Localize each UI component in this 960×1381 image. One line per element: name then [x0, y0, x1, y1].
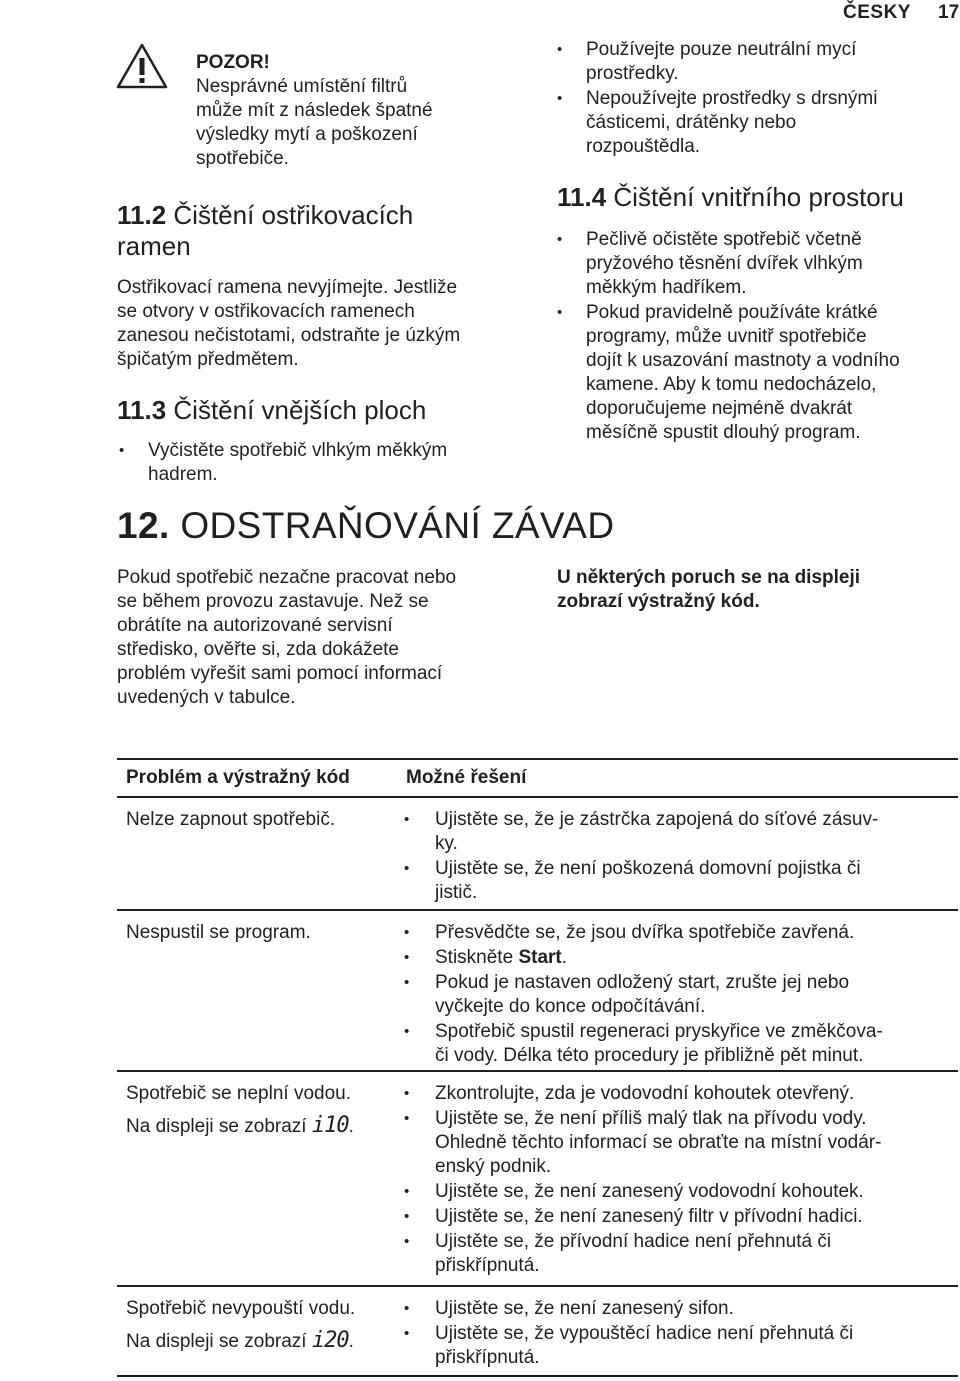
problem-text: Na displeji se zobrazí	[126, 1331, 312, 1352]
solution-line	[435, 946, 954, 970]
solution-item	[404, 1020, 954, 1068]
list-item-line: hadrem.	[148, 464, 218, 485]
warning-line: může mít z následek špatné	[196, 100, 433, 121]
list-item	[557, 301, 952, 445]
solution-line: • Spotřebič spustil regeneraci pryskyřice ve změkčova-	[435, 1021, 883, 1042]
section-number: 11.2	[117, 200, 167, 230]
problem-display-line	[126, 1114, 396, 1139]
paragraph-line: se otvory v ostřikovacích ramenech	[117, 301, 415, 322]
list-item-line: • Pokud pravidelně používáte krátké	[586, 302, 878, 323]
page-number: 17	[938, 2, 960, 23]
warning-triangle-icon	[116, 42, 168, 90]
list-item-line: • Používejte pouze neutrální mycí	[586, 39, 857, 60]
solution-line: • Zkontrolujte, zda je vodovodní kohoutek otevřený.	[435, 1083, 855, 1104]
solution-line: přiskřípnutá.	[435, 1255, 540, 1276]
list-item-line: měsíčně spustit dlouhý program.	[586, 422, 861, 443]
solution-line: Ohledně těchto informací se obraťte na místní vodár-	[435, 1132, 882, 1153]
error-code: i10	[311, 1113, 349, 1138]
solution-line: • Ujistěte se, že vypouštěcí hadice není přehnutá či	[435, 1323, 854, 1344]
paragraph-line: středisko, ověřte si, zda dokážete	[117, 639, 399, 660]
solution-line: • Ujistěte se, že je zástrčka zapojená do síťové zásuv-	[435, 809, 879, 830]
bullet-list-exterior	[119, 439, 539, 488]
solution-line: vyčkejte do konce odpočítávání.	[435, 996, 706, 1017]
note-line: zobrazí výstražný kód.	[557, 591, 760, 612]
solution-item	[404, 971, 954, 1019]
list-item	[119, 439, 539, 487]
list-item-line: doporučujeme nejméně dvakrát	[586, 398, 853, 419]
solution-list	[404, 1082, 954, 1279]
solution-line: • Přesvědčte se, že jsou dvířka spotřebiče zavřená.	[435, 922, 855, 943]
section-heading-11-4	[557, 182, 957, 213]
section-heading-11-2	[117, 200, 497, 262]
solution-line: • Ujistěte se, že není poškozená domovní pojistka či	[435, 858, 861, 879]
section-title: Čištění vnitřního prostoru	[606, 182, 904, 212]
solution-text: .	[561, 947, 568, 968]
language-label: ČESKY	[843, 2, 911, 23]
problem-text: Spotřebič se neplní vodou.	[126, 1083, 351, 1104]
problem-cell	[126, 1297, 396, 1362]
paragraph-line: obrátíte na autorizované servisní	[117, 615, 393, 636]
chapter-number: 12.	[117, 505, 170, 546]
problem-text: Spotřebič nevypouští vodu.	[126, 1298, 356, 1319]
section-title: Čištění vnějších ploch	[166, 395, 427, 425]
list-item-line: pryžového těsnění dvířek vlhkým	[586, 253, 863, 274]
column-header-solution: Možné řešení	[406, 767, 527, 788]
problem-cell	[126, 1082, 396, 1147]
list-item-line: dojít k usazování mastnoty a vodního	[586, 350, 900, 371]
display-code-note	[557, 566, 937, 614]
solution-text: Stiskněte	[435, 947, 519, 968]
problem-text: .	[348, 1331, 354, 1352]
note-line: U některých poruch se na displeji	[557, 567, 861, 588]
paragraph-line: se během provozu zastavuje. Než se	[117, 591, 429, 612]
solution-item	[404, 1322, 954, 1370]
list-item-line: rozpouštědla.	[586, 136, 701, 157]
solution-line: ky.	[435, 833, 458, 854]
chapter-heading-12	[117, 504, 614, 548]
paragraph-line: zanesou nečistotami, odstraňte je úzkým	[117, 325, 461, 346]
solution-line: • Ujistěte se, že není zanesený sifon.	[435, 1298, 734, 1319]
solution-line: • Ujistěte se, že přívodní hadice není přehnutá či	[435, 1231, 832, 1252]
warning-title: POZOR!	[196, 52, 270, 73]
error-code: i20	[311, 1328, 349, 1353]
section-number: 11.3	[117, 395, 167, 425]
list-item-line: • Vyčistěte spotřebič vlhkým měkkým	[148, 440, 448, 461]
paragraph-line: problém vyřešit sami pomocí informací	[117, 663, 443, 684]
paragraph-line: Pokud spotřebič nezačne pracovat nebo	[117, 567, 457, 588]
chapter-title: ODSTRAŇOVÁNÍ ZÁVAD	[169, 505, 615, 546]
table-row	[117, 798, 958, 911]
table-row	[117, 1287, 958, 1377]
warning-line: Nesprávné umístění filtrů	[196, 76, 408, 97]
solution-list	[404, 1297, 954, 1371]
list-item	[557, 38, 947, 86]
paragraph-line: uvedených v tabulce.	[117, 687, 296, 708]
section-heading-11-3	[117, 395, 537, 426]
list-item-line: kamene. Aby k tomu nedocházelo,	[586, 374, 877, 395]
solution-line: enský podnik.	[435, 1156, 552, 1177]
column-header-problem: Problém a výstražný kód	[126, 767, 350, 788]
solution-item	[404, 1230, 954, 1278]
list-item-line: částicemi, drátěnky nebo	[586, 112, 797, 133]
problem-cell: Nespustil se program.	[126, 922, 311, 943]
paragraph-line: špičatým předmětem.	[117, 349, 299, 370]
problem-text: .	[348, 1116, 354, 1137]
bullet-list-interior	[557, 228, 952, 446]
list-item	[557, 228, 952, 300]
list-item	[557, 87, 947, 159]
solution-list	[404, 921, 954, 1069]
table-row	[117, 1072, 958, 1287]
paragraph-line: Ostřikovací ramena nevyjímejte. Jestliže	[117, 277, 458, 298]
problem-cell: Nelze zapnout spotřebič.	[126, 809, 336, 830]
solution-line: • Ujistěte se, že není zanesený filtr v přívodní hadici.	[435, 1206, 863, 1227]
start-button-label: Start	[518, 947, 562, 968]
section-title-line2: ramen	[117, 231, 191, 261]
warning-line: spotřebiče.	[196, 148, 289, 169]
paragraph-troubleshooting	[117, 566, 537, 710]
solution-item	[404, 946, 954, 970]
solution-item	[404, 921, 954, 945]
table-row	[117, 911, 958, 1072]
list-item-line: měkkým hadříkem.	[586, 277, 747, 298]
solution-line: • Ujistěte se, že není zanesený vodovodní kohoutek.	[435, 1181, 864, 1202]
solution-line: • Ujistěte se, že není příliš malý tlak na přívodu vody.	[435, 1108, 867, 1129]
solution-item	[404, 857, 954, 905]
warning-line: výsledky mytí a poškození	[196, 124, 418, 145]
solution-item	[404, 1205, 954, 1229]
list-item-line: • Pečlivě očistěte spotřebič včetně	[586, 229, 862, 250]
solution-item	[404, 1107, 954, 1179]
solution-item	[404, 1082, 954, 1106]
solution-line: • Pokud je nastaven odložený start, zrušte jej nebo	[435, 972, 850, 993]
solution-item	[404, 808, 954, 856]
section-title: Čištění ostřikovacích	[166, 200, 414, 230]
list-item-line: • Nepoužívejte prostředky s drsnými	[586, 88, 878, 109]
solution-line: či vody. Délka této procedury je přibližně pět minut.	[435, 1045, 864, 1066]
table-header-row	[117, 758, 958, 798]
warning-block	[196, 51, 496, 171]
solution-item	[404, 1297, 954, 1321]
bullet-list-detergents	[557, 38, 947, 160]
list-item-line: prostředky.	[586, 63, 679, 84]
problem-text: Na displeji se zobrazí	[126, 1116, 312, 1137]
solution-item	[404, 1180, 954, 1204]
solution-line: jistič.	[435, 882, 478, 903]
solution-line: přiskřípnutá.	[435, 1347, 540, 1368]
solution-list	[404, 808, 954, 906]
list-item-line: programy, může uvnitř spotřebiče	[586, 326, 867, 347]
troubleshooting-table	[117, 758, 958, 1377]
problem-display-line	[126, 1329, 396, 1354]
section-number: 11.4	[557, 182, 607, 212]
paragraph-spray-arms	[117, 276, 537, 372]
